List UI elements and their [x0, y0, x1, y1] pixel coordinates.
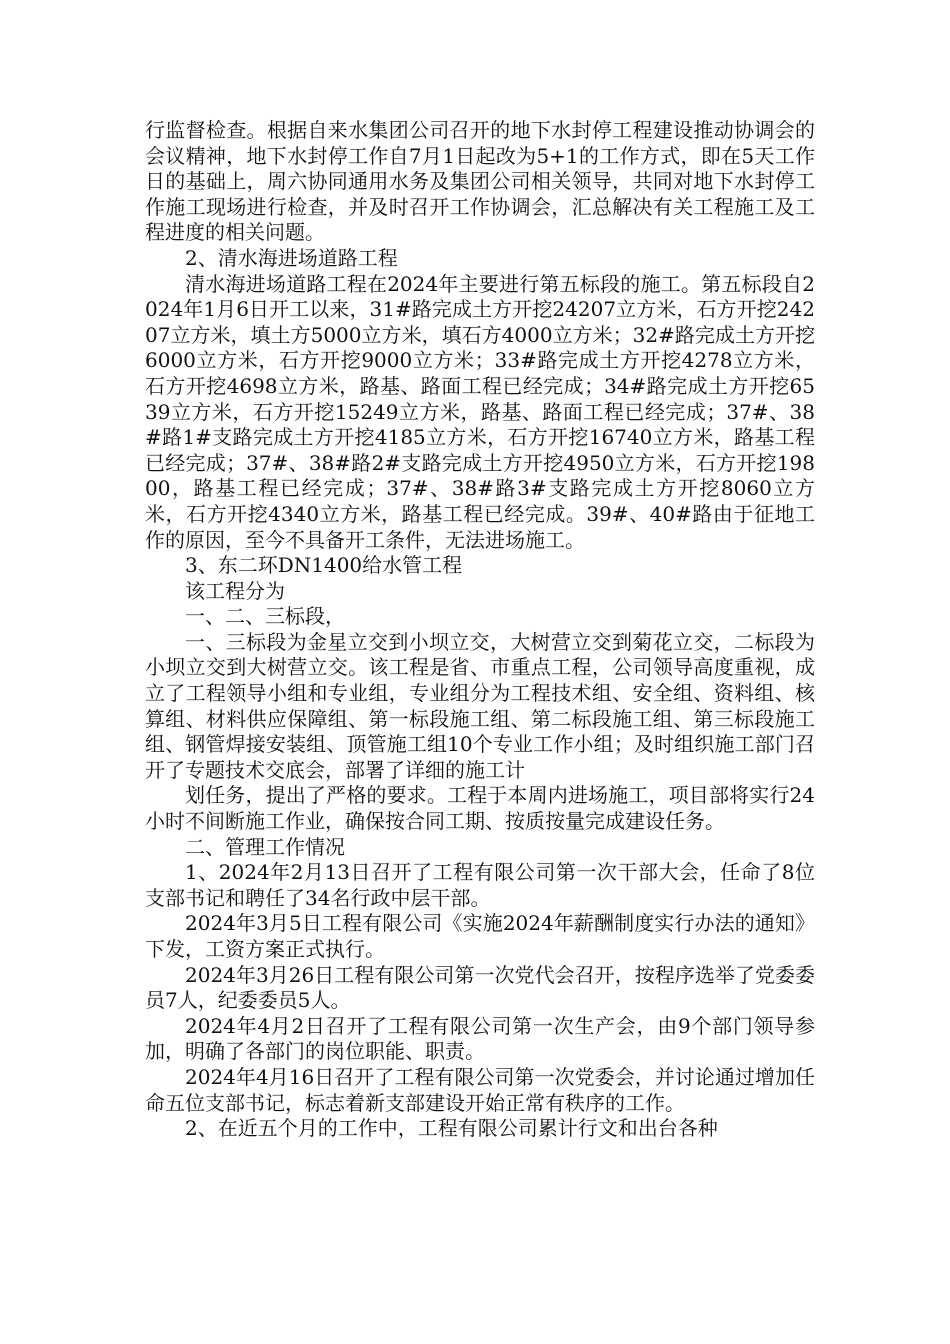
document-page: [145, 118, 815, 1142]
paragraph-section-details: 一、三标段为金星立交到小坝立交，大树营立交到菊花立交，二标段为小坝立交到大树营立交。该工程是省、市重点工程，公司领导高度重视，成立了工程领导小组和专业组，专业组分为工程技术组、安全组、资料组、核算组、材料供应保障组、第一标段施工组、第二标段施工组、第三标段施工组、钢管焊接安装组、顶管施工组10个专业工作小组；及时组织施工部门召开了专题技术交底会，部署了详细的施工计: [145, 629, 815, 782]
paragraph-production-meeting: 2024年4月2日召开了工程有限公司第一次生产会，由9个部门领导参加，明确了各部门的岗位职能、职责。: [145, 1013, 815, 1064]
heading-management: 二、管理工作情况: [185, 834, 345, 859]
paragraph-project-divided: 该工程分为: [185, 578, 285, 603]
paragraph-salary-notice: 2024年3月5日工程有限公司《实施2024年薪酬制度实行办法的通知》下发，工资方案正式执行。: [145, 911, 815, 961]
heading-east-ring-pipe: 3、东二环DN1400给水管工程: [185, 553, 463, 578]
paragraph-supervision: 行监督检查。根据自来水集团公司召开的地下水封停工程建设推动协调会的会议精神，地下水封停工作自7月1日起改为5+1的工作方式，即在5天工作日的基础上，周六协同通用水务及集团公司相关领导，共同对地下水封停工作施工现场进行检查，并及时召开工作协调会，汇总解决有关工程施工及工程进度的相关问题。: [145, 118, 815, 245]
paragraph-party-congress: 2024年3月26日工程有限公司第一次党代会召开，按程序选举了党委委员7人，纪委委员5人。: [145, 962, 815, 1013]
paragraph-five-months: 2、在近五个月的工作中，工程有限公司累计行文和出台各种: [185, 1116, 718, 1141]
heading-qingshuihai-road: 2、清水海进场道路工程: [185, 245, 398, 270]
paragraph-party-committee: 2024年4月16日召开了工程有限公司第一次党委会，并讨论通过增加任命五位支部书记，标志着新支部建设开始正常有秩序的工作。: [145, 1064, 815, 1115]
paragraph-sections: 一、二、三标段，: [185, 604, 345, 629]
paragraph-plan-tasks: 划任务，提出了严格的要求。工程于本周内进场施工，项目部将实行24小时不间断施工作业，确保按合同工期、按质按量完成建设任务。: [145, 783, 815, 834]
paragraph-qingshuihai-progress: 清水海进场道路工程在2024年主要进行第五标段的施工。第五标段自2024年1月6日开工以来，31#路完成土方开挖24207立方米，石方开挖24207立方米，填土方5000立方米，填石方4000立方米；32#路完成土方开挖6000立方米，石方开挖9000立方米；33#路完成土方开挖4278立方米，石方开挖4698立方米，路基、路面工程已经完成；34#路完成土方开挖6539立方米，石方开挖15249立方米，路基、路面工程已经完成；37#、38#路1#支路完成土方开挖4185立方米，石方开挖16740立方米，路基工程已经完成；37#、38#路2#支路完成土方开挖4950立方米，石方开挖19800，路基工程已经完成；37#、38#路3#支路完成土方开挖8060立方米，石方开挖4340立方米，路基工程已经完成。39#、40#路由于征地工作的原因，至今不具备开工条件，无法进场施工。: [145, 271, 815, 552]
paragraph-cadre-meeting: 1、2024年2月13日召开了工程有限公司第一次干部大会，任命了8位支部书记和聘任了34名行政中层干部。: [145, 860, 815, 910]
